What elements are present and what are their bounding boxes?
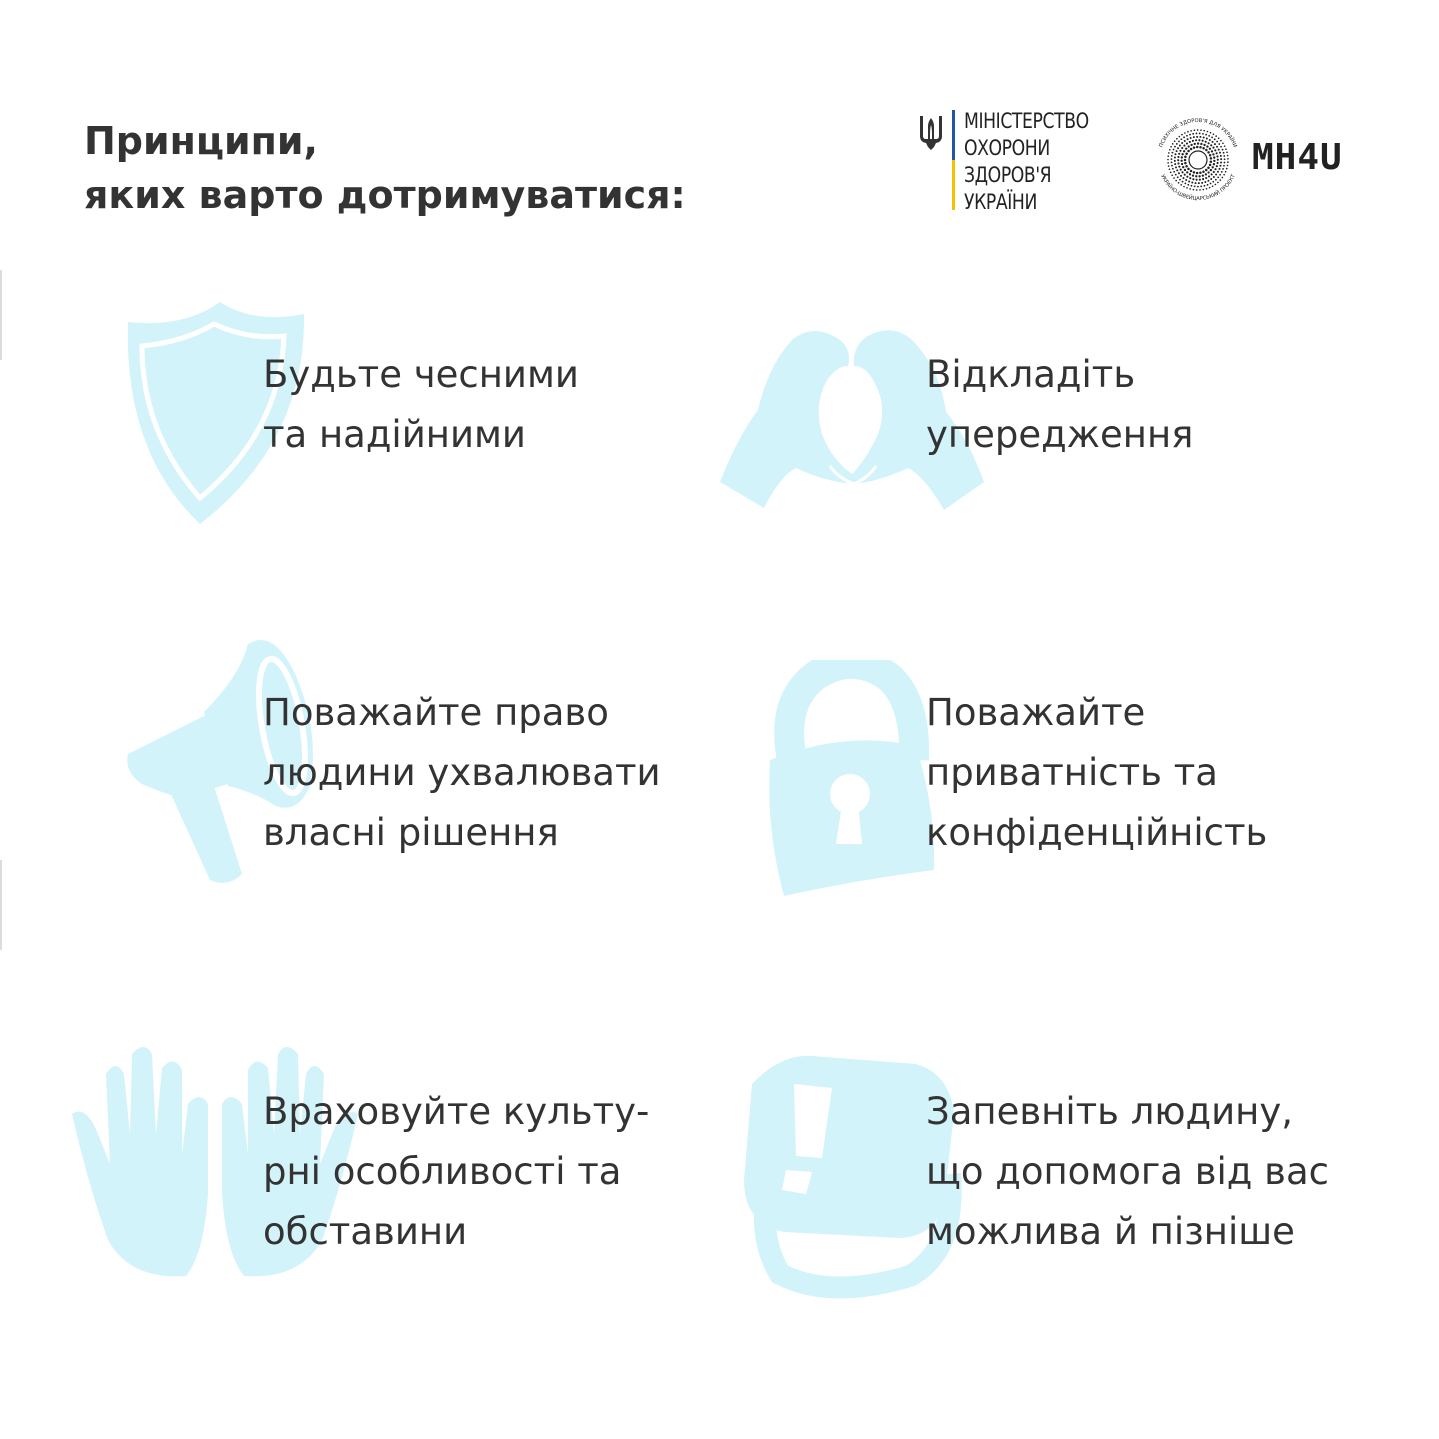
- flag-bar-yellow: [952, 160, 955, 210]
- padlock-icon: [766, 660, 938, 896]
- ring-text-top: ПСИХІЧНЕ ЗДОРОВ'Я ДЛЯ УКРАЇНИ: [1158, 117, 1238, 149]
- flag-bar: [952, 110, 955, 210]
- principle-line: приватність та: [926, 751, 1218, 794]
- edge-line: [0, 860, 2, 950]
- mh4u-name: MH4U: [1252, 137, 1343, 178]
- ring-text-bottom: УКРАЇНО-ШВЕЙЦАРСЬКИЙ ПРОЄКТ: [1159, 173, 1237, 203]
- principle-text: [926, 345, 1193, 465]
- principle-line: Поважайте право: [263, 691, 609, 734]
- principle-line: Запевніть людину,: [926, 1090, 1294, 1133]
- mh4u-logo: [1148, 110, 1358, 210]
- principle-text: [263, 683, 661, 863]
- principle-line: Будьте чесними: [263, 353, 579, 396]
- principle-line: людини ухвалювати: [263, 751, 661, 794]
- principle-line: та надійними: [263, 413, 526, 456]
- principle-line: власні рішення: [263, 811, 559, 854]
- trident-icon: [918, 112, 944, 150]
- principle-text: [263, 1082, 649, 1262]
- ministry-of-health-logo: [916, 108, 1096, 212]
- edge-line: [0, 270, 2, 360]
- principle-line: можлива й пізніше: [926, 1210, 1295, 1253]
- ministry-name-line: МІНІСТЕРСТВО: [964, 109, 1089, 133]
- principle-line: рні особливості та: [263, 1150, 622, 1193]
- principle-line: Враховуйте культу-: [263, 1090, 650, 1133]
- flag-bar-blue: [952, 110, 955, 160]
- principle-text: [926, 1082, 1329, 1262]
- mh4u-emblem-icon: [1148, 110, 1248, 210]
- ministry-name-line: ЗДОРОВ'Я: [964, 163, 1052, 187]
- principle-line: що допомога від вас: [926, 1150, 1329, 1193]
- ministry-name-line: УКРАЇНИ: [964, 190, 1037, 214]
- principle-line: Поважайте: [926, 691, 1146, 734]
- ministry-name: [964, 108, 1089, 216]
- principle-line: конфіденційність: [926, 811, 1268, 854]
- page-title-line: яких варто дотримуватися:: [84, 173, 686, 217]
- principle-line: Відкладіть: [926, 353, 1136, 396]
- page-title-line: Принципи,: [84, 119, 318, 163]
- principle-line: упередження: [926, 413, 1194, 456]
- principle-text: [926, 683, 1267, 863]
- page-title: [84, 114, 686, 222]
- principle-text: [263, 345, 579, 465]
- ministry-name-line: ОХОРОНИ: [964, 136, 1050, 160]
- principle-line: обставини: [263, 1210, 468, 1253]
